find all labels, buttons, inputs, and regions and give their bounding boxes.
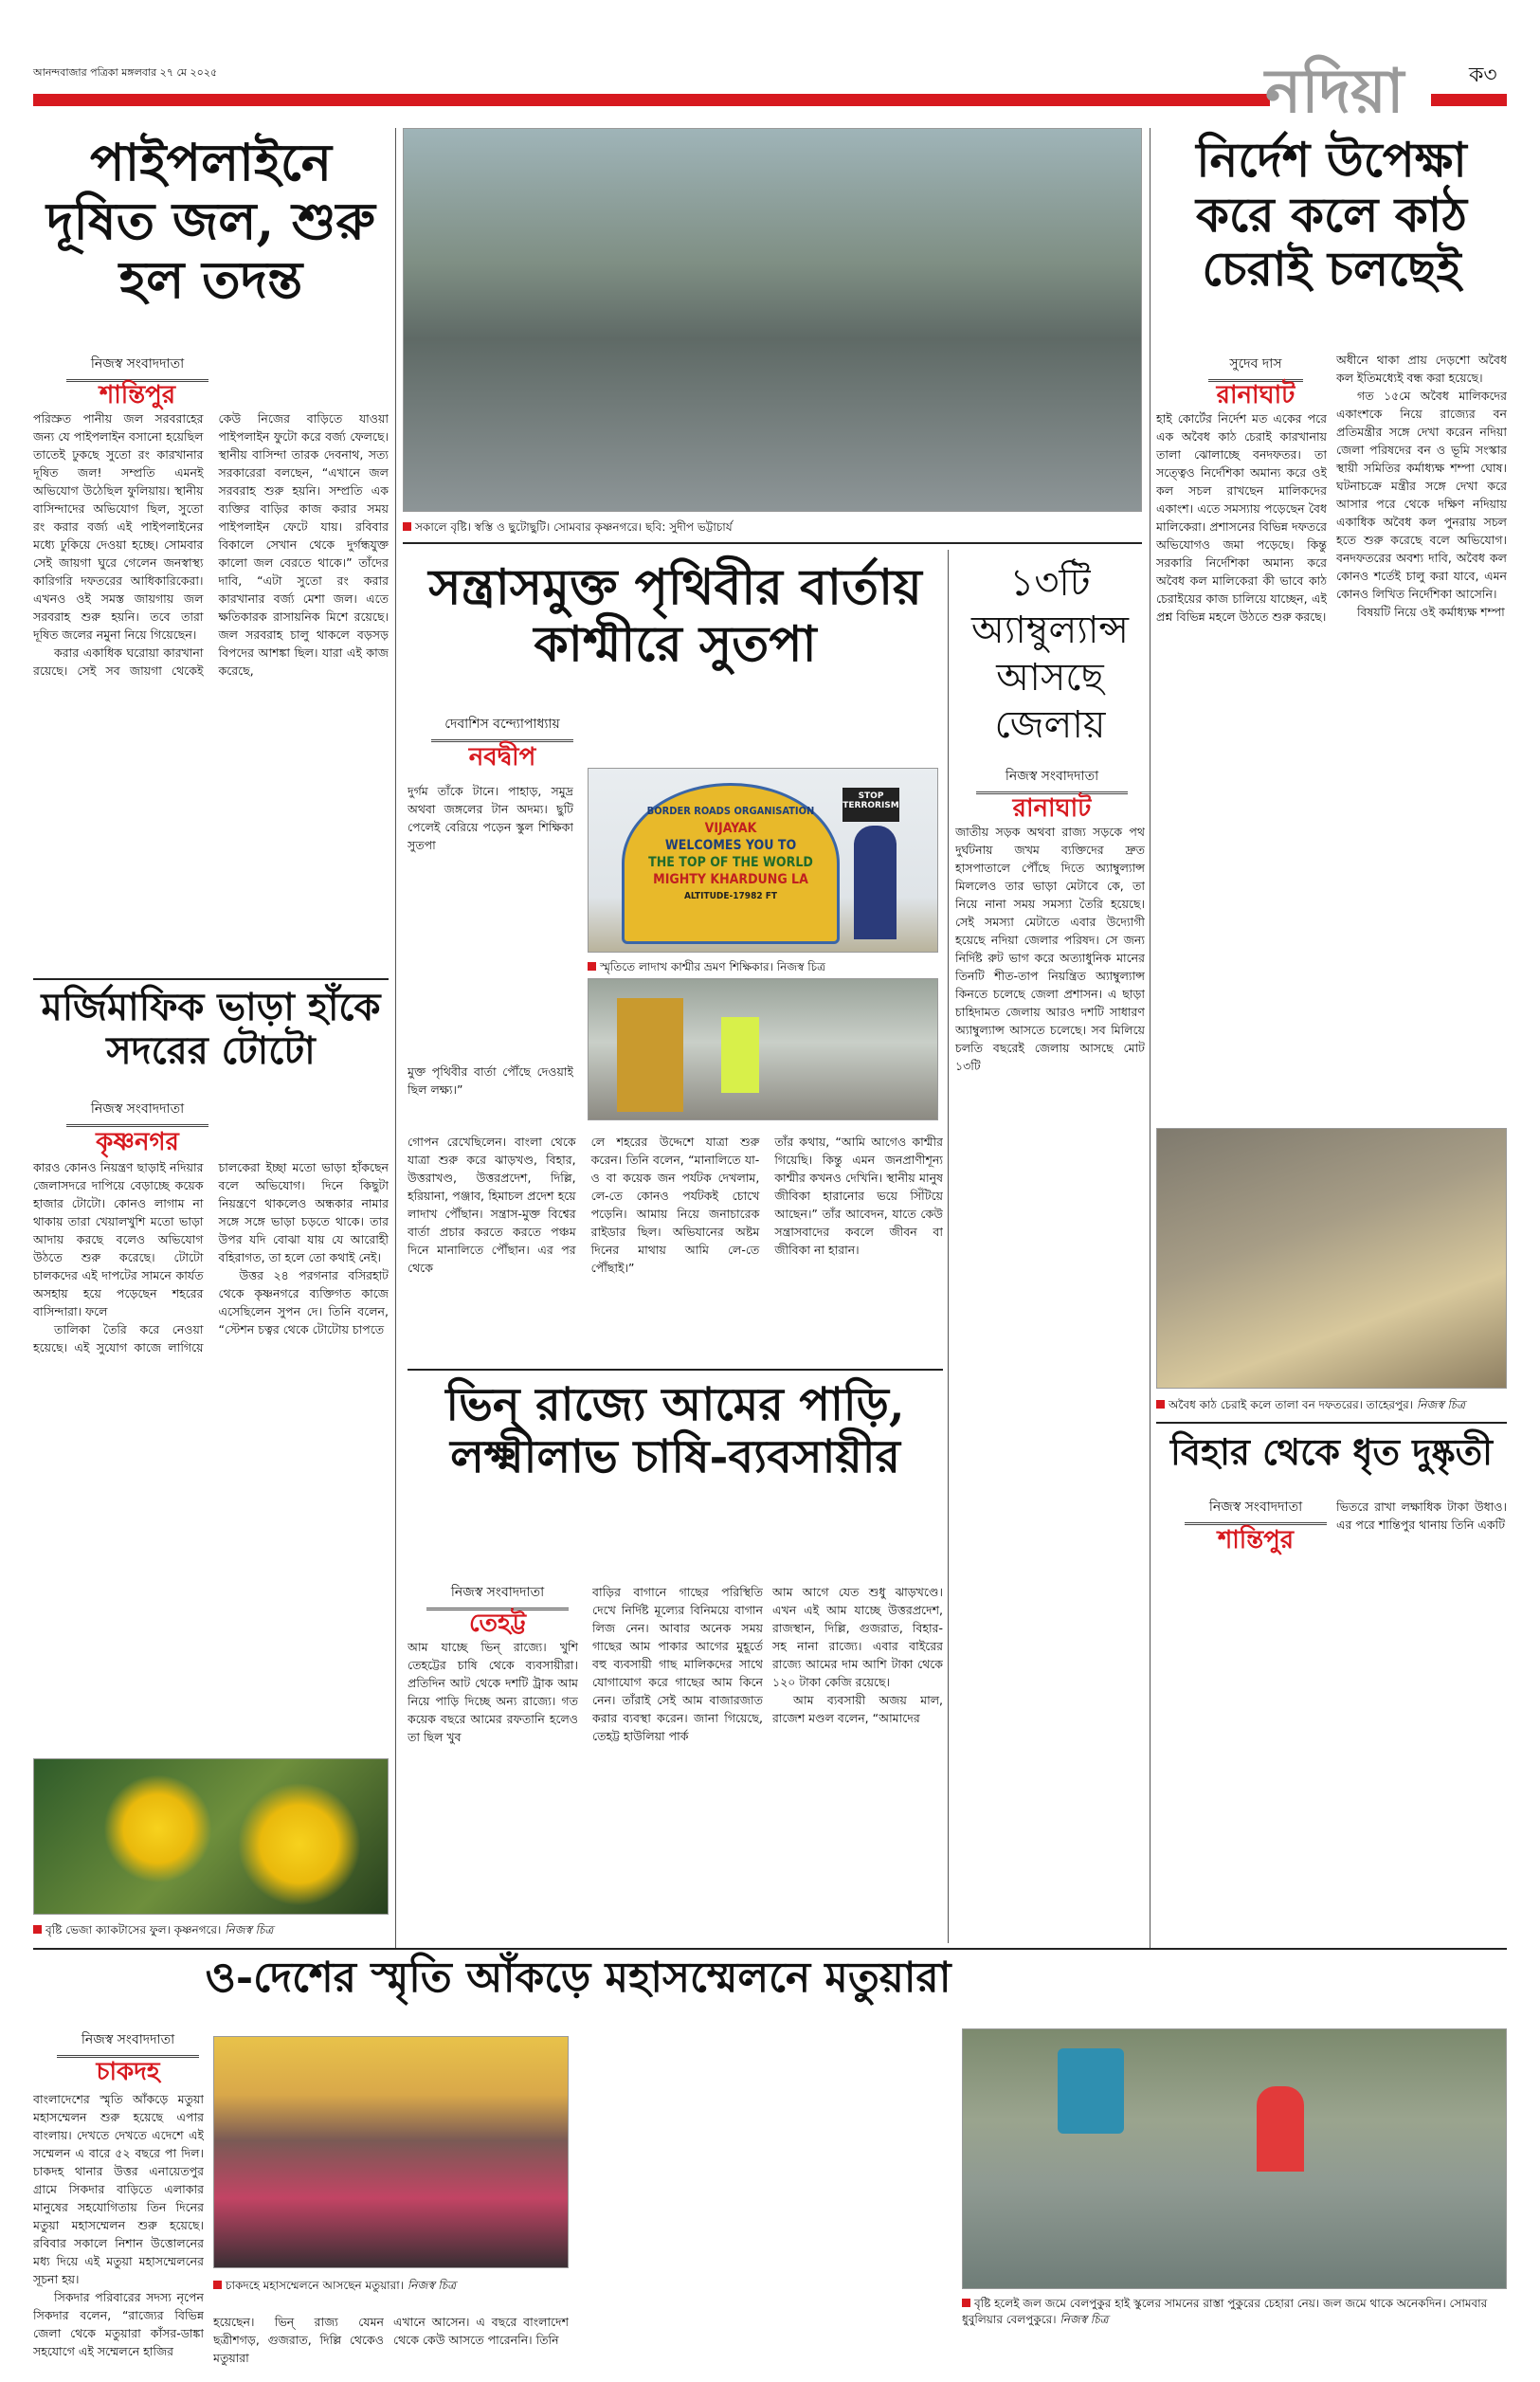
byline: নিজস্ব সংবাদদাতা [426, 1581, 569, 1610]
paragraph: তালিকা তৈরি করে নেওয়া হয়েছে। এই সুযোগ কাজে লাগিয়ে চালকেরা ইচ্ছা মতো ভাড়া হাঁকছেন বলে অভিযোগ। দিনে কিছুটা নিয়ন্ত্রণে থাকলেও অন্ধকার নামার সঙ্গে সঙ্গে ভাড়া চড়তে থাকে। তার উপর যদি বোঝা যায় যে আরোহী বহিরাগত, তা হলে তো কথাই নেই। [33, 1160, 389, 1355]
photo-caption: সকালে বৃষ্টি। স্বস্তি ও ছুটোছুটি। সোমবার কৃষ্ণনগরে। ছবি: সুদীপ ভট্টাচার্য [403, 519, 1142, 536]
border-roads-sign: BORDER ROADS ORGANISATION VIJAYAK WELCOMES YOU TO THE TOP OF THE WORLD MIGHTY KHARDUNG LA ALTITUDE-17982 FT [622, 783, 840, 944]
paragraph: এখানে আসেন। এ বছরে বাংলাদেশ থেকে কেউ আসতে পারেননি। তিনি [393, 2315, 569, 2347]
divider [408, 1369, 943, 1371]
waterlogged-road-photo [962, 2028, 1507, 2289]
divider [33, 1948, 1507, 1950]
headline-pipeline: পাইপলাইনে দূষিত জল, শুরু হল তদন্ত [46, 132, 375, 311]
paragraph: আম ব্যবসায়ী অজয় মাল, রাজেশ মণ্ডল বলেন, “আমাদের [772, 1693, 943, 1725]
divider [33, 978, 389, 980]
paragraph: অধীনে থাকা প্রায় দেড়শো অবৈধ কল ইতিমধ্যেই বন্ধ করা হয়েছে। [1336, 353, 1507, 385]
dateline-place: কৃষ্ণনগর [96, 1128, 179, 1156]
byline: নিজস্ব সংবাদদাতা [66, 1098, 208, 1127]
person-figure [854, 826, 897, 939]
article-body [1336, 351, 1507, 1120]
paragraph: সিকদার পরিবারের সদস্য নৃপেন সিকদার বলেন, “রাজ্যের বিভিন্ন জেলা থেকে মতুয়ারা কাঁসর-ডাঙ্কা সহযোগে এই সম্মেলনে হাজির [33, 2290, 204, 2358]
article-body [408, 1133, 943, 1365]
byline: নিজস্ব সংবাদদাতা [976, 765, 1128, 794]
photo-caption: বৃষ্টি হলেই জল জমে বেলপুকুর হাই স্কুলের সামনের রাস্তা পুকুরের চেহারা নেয়। জল জমে থাকে অনেকদিন। সোমবার ধুবুলিয়ার বেলপুকুরে। নিজস্ব চিত্র [962, 2297, 1488, 2326]
dateline-place: চাকদহ [96, 2058, 160, 2086]
header-red-bar [1431, 94, 1507, 106]
paragraph: বাংলাদেশের স্মৃতি আঁকড়ে মতুয়া মহাসম্মেলন শুরু হয়েছে এপার বাংলায়। দেখতে দেখতে এদেশে এই সম্মেলন এ বারে ৫২ বছরে পা দিল। চাকদহ থানার উত্তর এনায়েতপুর গ্রামে সিকদার বাড়িতে এলাকার মানুষের সহযোগিতায় তিন দিনের মতুয়া মহাসম্মেলন শুরু হয়েছে। রবিবার সকালে নিশান উত্তোলনের মধ্য দিয়ে এই মতুয়া মহাসম্মেলনের সূচনা হয়। [33, 2092, 204, 2286]
paragraph: আম যাচ্ছে ভিন্‌ রাজ্যে। খুশি তেহট্টের চাষি থেকে ব্যবসায়ীরা। প্রতিদিন আট থেকে দশটি ট্রাক আম নিয়ে পাড়ি দিচ্ছে অন্য রাজ্যে। গত কয়েক বছরে আমের রফতানি হলেও তা ছিল খুব [408, 1640, 578, 1744]
paragraph: জাতীয় সড়ক অথবা রাজ্য সড়কে পথ দুর্ঘটনায় জখম ব্যক্তিদের দ্রুত হাসপাতালে পৌঁছে দিতে অ্যাম্বুল্যান্স মিললেও তার ভাড়া মেটাবে কে, তা নিয়ে নানা সময় সমস্যা তৈরি হয়েছে। সেই সমস্যা মেটাতে এবার উদ্যোগী হয়েছে নদিয়া জেলার পরিষদ। সে জন্য নির্দিষ্ট রুট ভাগ করে অত্যাধুনিক মানের তিনটি শীত-তাপ নিয়ন্ত্রিত অ্যাম্বুল্যান্স কিনতে চলেছে জেলা প্রশাসন। এ ছাড়া চাহিদামত জেলায় আরও দশটি সাধারণ অ্যাম্বুল্যান্স আসতে চলেছে। সব মিলিয়ে চলতি বছরেই জেলায় আসছে মোট ১৩টি [955, 825, 1145, 1073]
page-number: ক৩ [1469, 64, 1497, 87]
paragraph: করার একাধিক ঘরোয়া কারখানা রয়েছে। সেই সব জায়গা থেকেই কেউ নিজের বাড়িতে যাওয়া পাইপলাইন ফুটো করে বর্জ্য ফেলছে। স্থানীয় বাসিন্দা তারক দেবনাথ, সত্য সরকারেরা বলছেন, “এখানে জল সরবরাহ শুরু হয়নি। সম্প্রতি এক ব্যক্তির বাড়ির কাজ করার সময় পাইপলাইন ফেটে যায়। রবিবার বিকালে সেখান থেকে দুর্গন্ধযুক্ত কালো জল বেরতে থাকে।” তাঁদের দাবি, “এটা সুতো রং করার কারখানার বর্জ্য মেশা জল। এতে ক্ষতিকারক রাসায়নিক মিশে রয়েছে। জল সরবরাহ চালু থাকলে বড়সড় বিপদের আশঙ্কা ছিল। যারা এই কাজ করেছে, [33, 411, 389, 678]
article-body [213, 2313, 384, 2370]
article-body [33, 2090, 204, 2370]
dateline-place: শান্তিপুর [1217, 1526, 1295, 1555]
milestone [617, 998, 683, 1112]
dateline-place: রানাঘাট [1216, 381, 1295, 409]
paragraph: আম আগে যেত শুধু ঝাড়খণ্ডে। এখন এই আম যাচ্ছে উত্তরপ্রদেশ, রাজস্থান, দিল্লি, গুজরাত, বিহার- সহ নানা রাজ্যে। এবার বাইরের রাজ্যে আমের দাম আশি টাকা থেকে ১২০ টাকা কেজি রয়েছে। [772, 1585, 943, 1689]
divider [403, 542, 1142, 544]
paragraph: মুক্ত পৃথিবীর বার্তা পৌঁছে দেওয়াই ছিল লক্ষ্য।” [408, 1064, 573, 1097]
article-body [393, 2313, 569, 2370]
photo-caption: স্মৃতিতে লাদাখ কাশ্মীর ভ্রমণ শিক্ষিকার। নিজস্ব চিত্র [588, 959, 938, 975]
column-divider [395, 128, 396, 1948]
article-body [1336, 1498, 1507, 1938]
dateline-place: রানাঘাট [1012, 794, 1092, 823]
article-body [1156, 409, 1327, 1120]
article-body [772, 1583, 943, 1938]
byline: নিজস্ব সংবাদদাতা [57, 2028, 199, 2058]
paragraph: উত্তর ২৪ পরগনার বসিরহাট থেকে কৃষ্ণনগরে ব্যক্তিগত কাজে এসেছিলেন সুপন দে। তিনি বলেন, “স্টেশন চত্বর থেকে টোটোয় চাপতে [218, 1268, 389, 1336]
byline: নিজস্ব সংবাদদাতা [66, 353, 208, 382]
stop-terrorism-placard: STOP TERRORISM [842, 788, 899, 822]
rider-figure [721, 1017, 759, 1093]
headline-ambulance: ১৩টি অ্যাম্বুল্যান্স আসছে জেলায় [971, 561, 1129, 747]
newspaper-dateline: আনন্দবাজার পত্রিকা মঙ্গলবার ২৭ মে ২০২৫ [33, 66, 218, 79]
section-masthead: নদিয়া [1265, 56, 1404, 127]
dateline-place: নবদ্বীপ [468, 743, 536, 772]
article-body [33, 1158, 389, 1746]
byline: নিজস্ব সংবাদদাতা [1185, 1496, 1327, 1525]
photo-caption: অবৈধ কাঠ চেরাই কলে তালা বন দফতরের। তাহেরপুর। নিজস্ব চিত্র [1156, 1397, 1507, 1413]
paragraph: বিষয়টি নিয়ে ওই কর্মাধ্যক্ষ শম্পা [1357, 605, 1505, 619]
article-body-continued [583, 2036, 948, 2368]
article-body [955, 823, 1145, 1941]
article-body [408, 782, 573, 1123]
paragraph: বাড়ির বাগানে গাছের পরিস্থিতি দেখে নির্দিষ্ট মূল্যের বিনিময়ে বাগান লিজ নেন। আবার অনেক সময় গাছের আম পাকার আগের মুহূর্তে বহু ব্যবসায়ী গাছ মালিকদের সাথে যোগাযোগ করে গাছের আম কিনে নেন। তাঁরাই সেই আম বাজারজাত করার ব্যবস্থা করেন। জানা গিয়েছে, তেহট্ট হাউলিয়া পার্ক [592, 1585, 763, 1743]
headline-matua: ও-দেশের স্মৃতি আঁকড়ে মহাসম্মেলনে মতুয়ারা [205, 1954, 951, 2002]
paragraph: গোপন রেখেছিলেন। বাংলা থেকে যাত্রা শুরু করে ঝাড়খণ্ড, বিহার, উত্তরাখণ্ড, উত্তরপ্রদেশ, দিল্লি, হরিয়ানা, পঞ্জাব, হিমাচল প্রদেশ হয়ে লাদাখ পৌঁছান। সন্ত্রাস-মুক্ত বিশ্বের বার্তা প্রচার করতে করতে পঞ্চম দিনে মানালিতে পৌঁছান। এর পর থেকে [408, 1135, 576, 1275]
khardung-la-photo [588, 768, 938, 953]
sawmill-photo [1156, 1128, 1507, 1389]
headline-sawmill: নির্দেশ উপেক্ষা করে কলে কাঠ চেরাই চলছেই [1196, 132, 1467, 297]
matua-procession-photo [213, 2036, 569, 2268]
headline-toto: মর্জিমাফিক ভাড়া হাঁকে সদরের টোটো [41, 985, 381, 1073]
cyclist-figure [1257, 2086, 1304, 2172]
header-red-bar [33, 94, 1270, 106]
paragraph: ভিতরে রাখা লক্ষাধিক টাকা উধাও। এর পরে শান্তিপুর থানায় তিনি একটি [1336, 1500, 1507, 1532]
article-body [592, 1583, 763, 1938]
dateline-place: তেহট্ট [468, 1609, 527, 1638]
photo-caption: বৃষ্টি ভেজা ক্যাকটাসের ফুল। কৃষ্ণনগরে। নিজস্ব চিত্র [33, 1922, 389, 1938]
paragraph: লে শহরের উদ্দেশে যাত্রা শুরু করেন। তিনি বলেন, “মানালিতে যা-ও বা কয়েক জন পর্যটক দেখলাম, লে-তে কোনও পর্যটকই চোখে পড়েনি। আমায় নিয়ে জনাচারেক রাইডার ছিল। অভিযানের অষ্টম দিনের মাথায় আমি লে-তে পৌঁছাই।” [590, 1135, 760, 1275]
dateline-place: শান্তিপুর [99, 381, 176, 409]
headline-kashmir: সন্ত্রাসমুক্ত পৃথিবীর বার্তায় কাশ্মীরে সুতপা [428, 558, 922, 673]
article-body [33, 409, 389, 973]
byline: সুদেব দাস [1208, 353, 1303, 382]
divider [1156, 1422, 1507, 1424]
paragraph: হয়েছেন। ভিন্‌ রাজ্য যেমন ছত্রীশগড়, গুজরাত, দিল্লি থেকেও মতুয়ারা [213, 2315, 384, 2365]
headline-mango: ভিন্‌ রাজ্যে আমের পাড়ি, লক্ষ্মীলাভ চাষি-ব্যবসায়ীর [445, 1378, 905, 1484]
rain-street-photo [403, 128, 1142, 512]
paragraph: গত ১৫মে অবৈধ মালিকদের একাংশকে নিয়ে রাজ্যের বন প্রতিমন্ত্রীর সঙ্গে দেখা করেন নদিয়া জেলা পরিষদের বন ও ভূমি সংস্কার স্থায়ী সমিতির কর্মাধ্যক্ষ শম্পা ঘোষ। ঘটনাচক্রে মন্ত্রীর সঙ্গে দেখা করে আসার পরে থেকে দক্ষিণ নদিয়ায় একাধিক অবৈধ কল পুনরায় সচল হতে শুরু করেছে বলে অভিযোগ। বনদফতরের অবশ্য দাবি, অবৈধ কল কোনও শর্তেই চালু করা যাবে, এমন কোনও লিখিত নির্দেশিকা আসেনি। [1336, 389, 1507, 601]
headline-bihar: বিহার থেকে ধৃত দুষ্কৃতী [1169, 1430, 1494, 1473]
toto-vehicle [1058, 2048, 1124, 2134]
column-divider [948, 550, 949, 1943]
photo-caption: চাকদহে মহাসম্মেলনে আসছেন মতুয়ারা। নিজস্ব চিত্র [213, 2278, 569, 2294]
rider-flag-photo [588, 978, 938, 1120]
paragraph: দুর্গম তাঁকে টানে। পাহাড়, সমুদ্র অথবা জঙ্গলের টান অদম্য। ছুটি পেলেই বেরিয়ে পড়েন স্কুল শিক্ষিকা সুতপা [408, 784, 573, 852]
paragraph: তাঁর কথায়, “আমি আগেও কাশ্মীর গিয়েছি। কিন্তু এমন জনপ্রাণীশূন্য কাশ্মীর কখনও দেখিনি। স্থানীয় মানুষ জীবিকা হারানোর ভয়ে সিঁটিয়ে আছেন।” তাঁর আবেদন, যাতে কেউ সন্ত্রাসবাদের কবলে জীবন বা জীবিকা না হারান। [774, 1135, 943, 1257]
paragraph: হাই কোর্টের নির্দেশ মত একের পরে এক অবৈধ কাঠ চেরাই কারখানায় তালা ঝোলাচ্ছে বনদফতর। তা সত্ত্বেও নির্দেশিকা অমান্য করে ওই কল সচল রাখছেন মালিকদের একাংশ। এতে সমস্যায় পড়েছেন বৈধ মালিকেরা। প্রশাসনের বিভিন্ন দফতরে অভিযোগও জমা পড়েছে। কিন্তু সরকারি নির্দেশিকা অমান্য করে অবৈধ কল মালিকেরা কী ভাবে কাঠ চেরাইয়ের কাজ চালিয়ে যাচ্ছেন, এই প্রশ্ন বিভিন্ন মহলে উঠতে শুরু করছে। [1156, 411, 1327, 624]
article-body [408, 1638, 578, 1937]
byline: দেবাশিস বন্দ্যোপাধ্যায় [431, 713, 573, 742]
paragraph: কারও কোনও নিয়ন্ত্রণ ছাড়াই নদিয়ার জেলাসদরে দাপিয়ে বেড়াচ্ছে কয়েক হাজার টোটো। কোনও লাগাম না থাকায় তারা খেয়ালখুশি মতো ভাড়া আদায় করছে বলেও অভিযোগ উঠতে শুরু করেছে। টোটো চালকদের এই দাপটের সামনে কার্যত অসহায় হয়ে পড়েছেন শহরের বাসিন্দারা। ফলে [33, 1160, 204, 1318]
cactus-flower-photo [33, 1758, 389, 1915]
paragraph: পরিস্রুত পানীয় জল সরবরাহের জন্য যে পাইপলাইন বসানো হয়েছিল তাতেই ঢুকছে সুতো রং কারখানার দূষিত জল! সম্প্রতি এমনই অভিযোগ উঠেছিল ফুলিয়ায়। স্থানীয় বাসিন্দাদের অভিযোগ ছিল, সুতো রং করার বর্জ্য এই পাইপলাইনের মধ্যে ঢুকিয়ে দেওয়া হচ্ছে। সোমবার সেই জায়গা ঘুরে গেলেন জনস্বাস্থ্য কারিগরি দফতরের আধিকারিকেরা। এখনও ওই সমস্ত জায়গায় জল সরবরাহ শুরু হয়নি। তবে তারা দূষিত জলের নমুনা নিয়ে গিয়েছেন। [33, 411, 204, 642]
